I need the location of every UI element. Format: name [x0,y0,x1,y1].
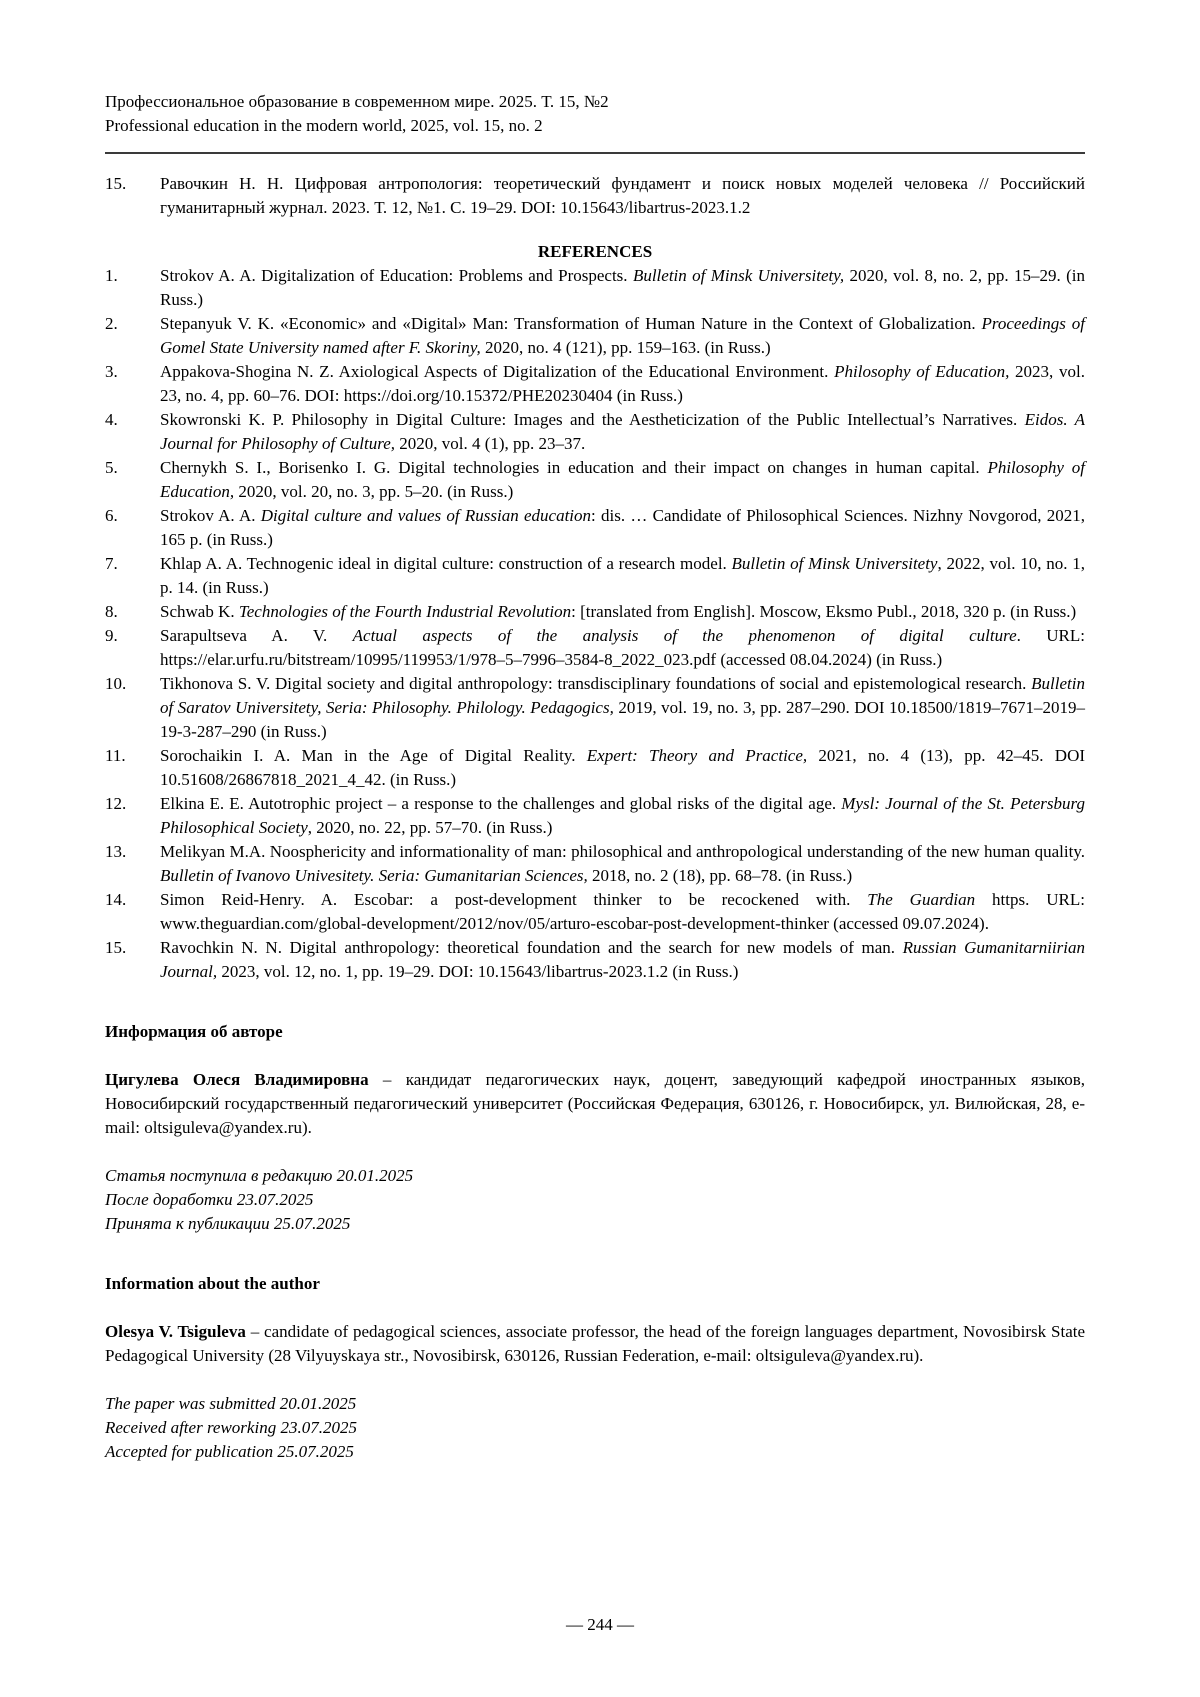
text-segment: 2018, no. 2 (18), pp. 68–78. (in Russ.) [587,866,853,885]
text-segment: 2020, vol. 20, no. 3, pp. 5–20. (in Russ.) [234,482,514,501]
reference-number: 15. [105,938,127,957]
header-divider [105,152,1085,154]
references-list [105,264,1085,984]
reference-number: 9. [105,626,118,645]
text-segment: Philosophy of Education, [160,458,1086,501]
text-segment: Chernykh S. I., Borisenko I. G. Digital technologies in education and their impact on changes in human capital. [160,458,988,477]
date-line: Accepted for publication 25.07.2025 [105,1442,354,1461]
reference-number: 5. [105,458,118,477]
text-segment: Khlap A. A. Technogenic ideal in digital culture: construction of a research model. [160,554,732,573]
text-segment: Stepanyuk V. K. «Economic» and «Digital» Man: Transformation of Human Nature in the Context of Globalization. [160,314,982,333]
text-segment: Melikyan M.A. Noosphericity and informationality of man: philosophical and anthropological understanding of the new human quality. [160,842,1085,861]
reference-number: 3. [105,362,118,381]
text-segment: . URL: https://elar.urfu.ru/bitstream/10995/119953/1/978–5–7996–3584-8_2022_023.pdf (accessed 08.04.2024) (in Russ.) [160,626,1085,669]
text-segment: , 2020, no. 22, pp. 57–70. (in Russ.) [307,818,553,837]
text-segment: 2021, no. 4 (13), pp. 42–45. DOI 10.51608/26867818_2021_4_42. (in Russ.) [160,746,1086,789]
text-segment: Schwab K. [160,602,239,621]
date-line: The paper was submitted 20.01.2025 [105,1394,357,1413]
text-segment: – кандидат педагогических наук, доцент, заведующий кафедрой иностранных языков, Новосибирский государственный педагогический университет (Российская Федерация, 630126, г. Новосибирск, ул. Вилюйская, 28, e-mail: oltsiguleva@yandex.ru). [105,1070,1085,1137]
reference-number: 15. [105,174,127,193]
journal-header [105,90,1085,138]
reference-item [105,792,1085,840]
reference-text [160,456,1085,504]
reference-text [160,840,1085,888]
text-segment: Bulletin of Ivanovo Univesitety. Seria: Gumanitarian Sciences, [160,866,588,885]
journal-header-ru: Профессиональное образование в современном мире. 2025. Т. 15, №2 [105,92,609,111]
text-segment: 2020, no. 4 (121), pp. 159–163. (in Russ.) [480,338,771,357]
reference-number: 7. [105,554,118,573]
text-segment: Mysl: Journal of the St. Petersburg Philosophical Society [160,794,1085,837]
text-segment: Strokov A. A. Digitalization of Education: Problems and Prospects. [160,266,633,285]
author-info-ru-paragraph [105,1068,1085,1140]
text-segment: Skowronski K. P. Philosophy in Digital Culture: Images and the Aestheticization of the Public Intellectual’s Narratives. [160,410,1025,429]
reference-text [160,600,1085,624]
reference-item [105,840,1085,888]
reference-number: 2. [105,314,118,333]
date-line: Статья поступила в редакцию 20.01.2025 [105,1166,414,1185]
reference-item [105,264,1085,312]
reference-number: 10. [105,674,127,693]
reference-text [160,888,1085,936]
date-line: Принята к публикации 25.07.2025 [105,1214,351,1233]
text-segment: Цигулева Олеся Владимировна [105,1070,369,1089]
date-line: Received after reworking 23.07.2025 [105,1418,357,1437]
text-segment: 2023, vol. 12, no. 1, pp. 19–29. DOI: 10.15643/libartrus-2023.1.2 (in Russ.) [217,962,739,981]
reference-text [160,552,1085,600]
reference-number: 13. [105,842,127,861]
reference-number: 6. [105,506,118,525]
text-segment: Sorochaikin I. A. Man in the Age of Digital Reality. [160,746,587,765]
author-info-en-heading: Information about the author [105,1274,320,1293]
submission-dates-en [105,1392,1085,1464]
text-segment: Technologies of the Fourth Industrial Revolution [238,602,572,621]
text-segment: : dis. … Candidate of Philosophical Sciences. Nizhny Novgorod, 2021, 165 p. (in Russ.) [160,506,1085,549]
text-segment: Olesya V. Tsiguleva [105,1322,246,1341]
text-segment: Равочкин Н. Н. Цифровая антропология: теоретический фундамент и поиск новых моделей человека // Российский гуманитарный журнал. 2023. Т. 12, №1. С. 19–29. DOI: 10.15643/libartrus-2023.1.2 [160,174,1085,217]
reference-item [105,360,1085,408]
text-segment: The Guardian [867,890,976,909]
references-heading: REFERENCES [537,242,653,261]
reference-text [160,672,1085,744]
reference-item [105,624,1085,672]
reference-text [160,936,1085,984]
text-segment: Philosophy of Education, [834,362,1010,381]
reference-item [105,504,1085,552]
reference-item [105,408,1085,456]
text-segment: Ravochkin N. N. Digital anthropology: theoretical foundation and the search for new models of man. [160,938,903,957]
reference-text [160,360,1085,408]
text-segment: Elkina E. E. Autotrophic project – a response to the challenges and global risks of the digital age. [160,794,842,813]
reference-text [160,624,1085,672]
text-segment: : [translated from English]. Moscow, Eksmo Publ., 2018, 320 p. (in Russ.) [571,602,1077,621]
reference-number: 12. [105,794,127,813]
reference-number: 8. [105,602,118,621]
reference-number: 1. [105,266,118,285]
reference-text [160,792,1085,840]
text-segment: Bulletin of Minsk Universitety, [632,266,845,285]
reference-number: 14. [105,890,127,909]
submission-dates-ru [105,1164,1085,1236]
reference-text [160,172,1085,220]
reference-item [105,456,1085,504]
text-segment: Bulletin of Minsk Universitety [731,554,938,573]
page-number: — 244 — [566,1615,634,1634]
text-segment: Expert: Theory and Practice, [586,746,808,765]
text-segment: , 2022, vol. 10, no. 1, p. 14. (in Russ.) [160,554,1085,597]
text-segment: 2019, vol. 19, no. 3, pp. 287–290. DOI 10.18500/1819–7671–2019–19-3-287–290 (in Russ.) [160,698,1085,741]
text-segment: Digital culture and values of Russian education [260,506,592,525]
date-line: После доработки 23.07.2025 [105,1190,314,1209]
reference-number: 11. [105,746,126,765]
text-segment: Proceedings of Gomel State University named after F. Skoriny, [160,314,1085,357]
text-segment: Strokov A. A. [160,506,261,525]
reference-text [160,312,1085,360]
text-segment: Sarapultseva A. V. [160,626,353,645]
text-segment: Eidos. A Journal for Philosophy of Culture, [160,410,1085,453]
text-segment: Actual aspects of the analysis of the phenomenon of digital culture [352,626,1017,645]
text-segment: https. URL: www.theguardian.com/global-development/2012/nov/05/arturo-escobar-post-development-thinker (accessed 09.07.2024). [160,890,1085,933]
reference-item [105,552,1085,600]
text-segment: Tikhonova S. V. Digital society and digital anthropology: transdisciplinary foundations of social and epistemological research. [160,674,1032,693]
reference-number: 4. [105,410,118,429]
journal-header-en: Professional education in the modern world, 2025, vol. 15, no. 2 [105,116,543,135]
reference-text [160,264,1085,312]
reference-item [105,888,1085,936]
reference-item [105,936,1085,984]
text-segment: 2020, vol. 4 (1), pp. 23–37. [395,434,586,453]
reference-item [105,312,1085,360]
text-segment: Bulletin of Saratov Universitety, Seria: Philosophy. Philology. Pedagogics, [160,674,1085,717]
reference-text [160,744,1085,792]
text-segment: Simon Reid-Henry. A. Escobar: a post-development thinker to be recockened with. [160,890,868,909]
reference-item [105,600,1085,624]
text-segment: 2020, vol. 8, no. 2, pp. 15–29. (in Russ.) [160,266,1085,309]
reference-item [105,672,1085,744]
reference-text [160,504,1085,552]
text-segment: 2023, vol. 23, no. 4, pp. 60–76. DOI: https://doi.org/10.15372/PHE20230404 (in Russ.) [160,362,1085,405]
text-segment: Appakova-Shogina N. Z. Axiological Aspects of Digitalization of the Educational Environment. [160,362,835,381]
author-info-en-paragraph [105,1320,1085,1368]
reference-item [105,744,1085,792]
reference-text [160,408,1085,456]
author-info-ru-heading: Информация об авторе [105,1022,283,1041]
reference-item-russian-15 [105,172,1085,220]
text-segment: – candidate of pedagogical sciences, associate professor, the head of the foreign languages department, Novosibirsk State Pedagogical University (28 Vilyuyskaya str., Novosibirsk, 630126, Russian Federation, e-mail: oltsiguleva@yandex.ru). [105,1322,1086,1365]
text-segment: Russian Gumanitarniirian Journal, [160,938,1085,981]
